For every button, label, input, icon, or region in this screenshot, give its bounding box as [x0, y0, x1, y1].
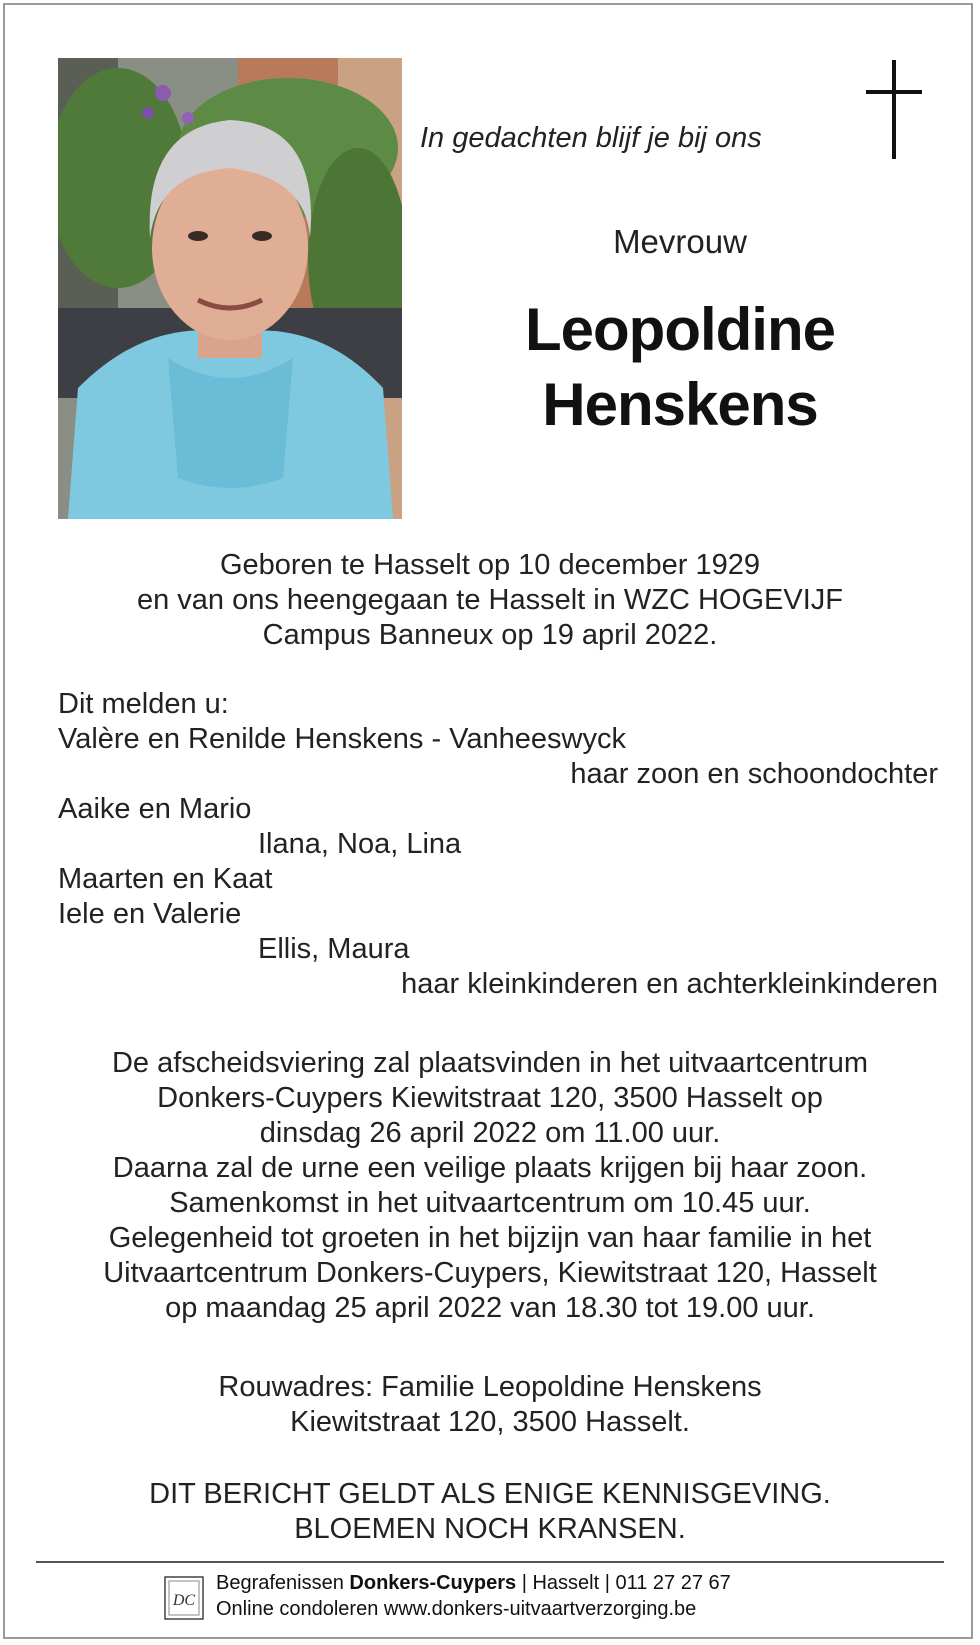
- svg-text:DC: DC: [172, 1592, 196, 1609]
- family-row: Valère en Renilde Henskens - Vanheeswyck: [58, 723, 626, 755]
- ceremony-line: Donkers-Cuypers Kiewitstraat 120, 3500 Hasselt op: [157, 1082, 823, 1114]
- footer: [160, 1570, 860, 1630]
- birth-death-line: Campus Banneux op 19 april 2022.: [262, 619, 718, 651]
- family-row: Ellis, Maura: [258, 933, 410, 965]
- ceremony-line: Daarna zal de urne een veilige plaats krijgen bij haar zoon.: [112, 1152, 868, 1184]
- family-block: [58, 687, 938, 1002]
- funeral-home-logo: [164, 1576, 204, 1620]
- ceremony-line: Uitvaartcentrum Donkers-Cuypers, Kiewitstraat 120, Hasselt: [103, 1257, 877, 1289]
- ceremony-line: op maandag 25 april 2022 van 18.30 tot 19.00 uur.: [165, 1292, 815, 1324]
- family-intro: Dit melden u:: [58, 688, 229, 720]
- birth-death-block: [40, 548, 940, 653]
- ceremony-line: Gelegenheid tot groeten in het bijzijn van haar familie in het: [108, 1222, 872, 1254]
- portrait-photo: [58, 58, 402, 519]
- latin-cross-icon: [866, 60, 922, 160]
- footer-divider: [36, 1561, 944, 1563]
- family-row: Iele en Valerie: [58, 898, 242, 930]
- family-row: Aaike en Mario: [58, 793, 252, 825]
- notice-line: DIT BERICHT GELDT ALS ENIGE KENNISGEVING.: [149, 1478, 831, 1510]
- family-row: Maarten en Kaat: [58, 863, 273, 895]
- footer-contact-line: Begrafenissen Donkers-Cuypers | Hasselt | 011 27 27 67: [216, 1572, 731, 1594]
- notice-line: BLOEMEN NOCH KRANSEN.: [294, 1513, 686, 1545]
- birth-death-line: Geboren te Hasselt op 10 december 1929: [219, 549, 761, 581]
- ceremony-line: Samenkomst in het uitvaartcentrum om 10.45 uur.: [169, 1187, 811, 1219]
- address-line: Kiewitstraat 120, 3500 Hasselt.: [290, 1406, 690, 1438]
- family-relation: haar zoon en schoondochter: [570, 758, 938, 790]
- address-line: Rouwadres: Familie Leopoldine Henskens: [218, 1371, 762, 1403]
- address-block: [40, 1370, 940, 1440]
- last-name: Henskens: [542, 371, 818, 438]
- ceremony-block: [40, 1046, 940, 1326]
- birth-death-line: en van ons heengegaan te Hasselt in WZC HOGEVIJF: [136, 584, 843, 616]
- ceremony-line: dinsdag 26 april 2022 om 11.00 uur.: [259, 1117, 721, 1149]
- motto-text: In gedachten blijf je bij ons: [420, 122, 762, 154]
- deceased-name: [470, 292, 890, 442]
- notice-block: [40, 1477, 940, 1547]
- condolence-link[interactable]: Online condoleren www.donkers-uitvaartverzorging.be: [216, 1598, 697, 1620]
- salutation: Mevrouw: [613, 223, 747, 260]
- family-relation: haar kleinkinderen en achterkleinkinderen: [401, 968, 938, 1000]
- company-name: Donkers-Cuypers: [349, 1572, 517, 1594]
- first-name: Leopoldine: [525, 296, 835, 363]
- family-row: Ilana, Noa, Lina: [258, 828, 462, 860]
- ceremony-line: De afscheidsviering zal plaatsvinden in het uitvaartcentrum: [111, 1047, 868, 1079]
